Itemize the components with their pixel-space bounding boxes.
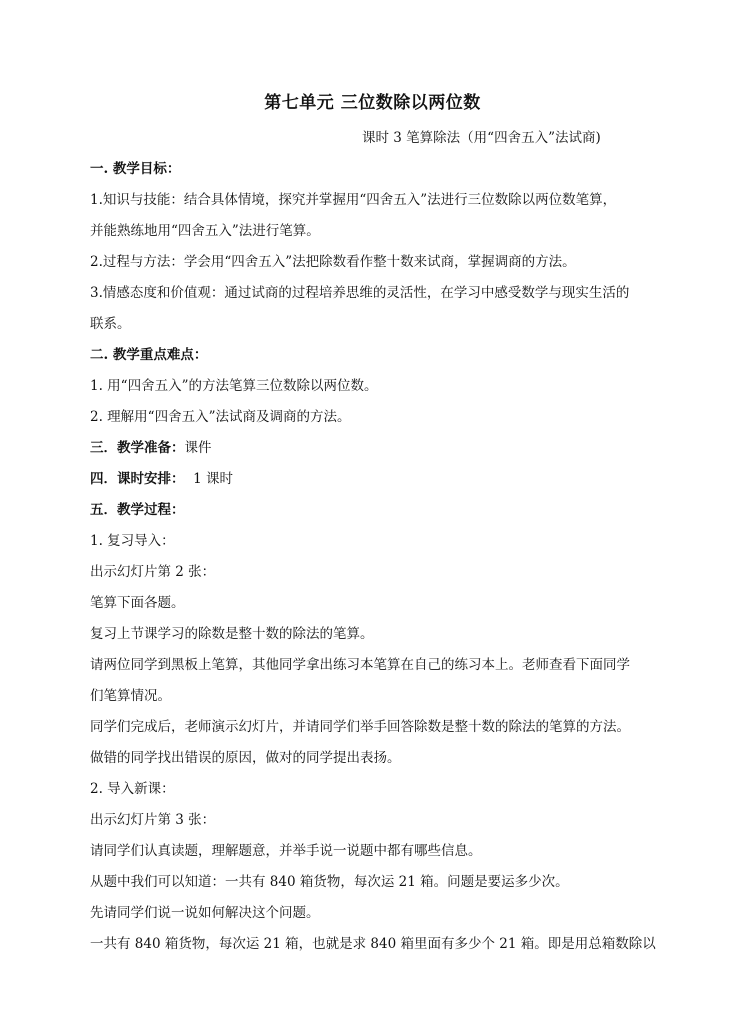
line-text: 做错的同学找出错误的原因，做对的同学提出表扬。: [90, 750, 401, 766]
paragraph-line: [90, 867, 665, 898]
paragraph-line: [90, 650, 665, 681]
section-heading: [90, 464, 665, 495]
section-heading: [90, 495, 665, 526]
paragraph-line: [90, 836, 665, 867]
line-text: 并能熟练地用“四舍五入”法进行笔算。: [90, 223, 320, 239]
line-text: 出示幻灯片第 2 张：: [90, 564, 216, 580]
lesson-subtitle: 课时 3 笔算除法（用“四舍五入”法试商): [362, 130, 601, 146]
paragraph-line: [90, 898, 665, 929]
line-text: 四．课时安排：: [90, 471, 185, 487]
line-text: 五．教学过程：: [90, 502, 185, 518]
line-text: 先请同学们说一说如何解决这个问题。: [90, 905, 320, 921]
paragraph-line: [90, 588, 665, 619]
line-suffix: 课件: [184, 440, 212, 456]
line-text: 3.情感态度和价值观：通过试商的过程培养思维的灵活性，在学习中感受数学与现实生活的: [90, 285, 630, 301]
line-text: 1. 用“四舍五入”的方法笔算三位数除以两位数。: [90, 378, 378, 394]
document-title: 第七单元 三位数除以两位数: [264, 93, 481, 113]
paragraph-line: [90, 526, 665, 557]
line-text: 请同学们认真读题，理解题意，并举手说一说题中都有哪些信息。: [90, 843, 482, 859]
paragraph-line: [90, 402, 665, 433]
line-text: 请两位同学到黑板上笔算，其他同学拿出练习本笔算在自己的练习本上。老师查看下面同学: [90, 657, 630, 673]
line-text: 三．教学准备：: [90, 440, 185, 456]
paragraph-line: [90, 278, 665, 309]
line-text: 联系。: [90, 316, 131, 332]
line-text: 们笔算情况。: [90, 688, 171, 704]
section-heading: [90, 154, 665, 185]
paragraph-line: [90, 557, 665, 588]
line-text: 一共有 840 箱货物，每次运 21 箱，也就是求 840 箱里面有多少个 21 箱。即是用总箱数除以: [90, 936, 656, 952]
line-text: 出示幻灯片第 3 张：: [90, 812, 216, 828]
section-heading: [90, 433, 665, 464]
line-text: 复习上节课学习的除数是整十数的除法的笔算。: [90, 626, 374, 642]
paragraph-line: [90, 774, 665, 805]
line-text: 同学们完成后，老师演示幻灯片，并请同学们举手回答除数是整十数的除法的笔算的方法。: [90, 719, 630, 735]
paragraph-line: [90, 712, 665, 743]
line-text: 从题中我们可以知道：一共有 840 箱货物，每次运 21 箱。问题是要运多少次。: [90, 874, 569, 890]
line-suffix: 1 课时: [184, 471, 233, 487]
line-text: 笔算下面各题。: [90, 595, 185, 611]
line-text: 一. 教学目标：: [90, 161, 181, 177]
paragraph-line: [90, 247, 665, 278]
paragraph-line: [90, 681, 665, 712]
paragraph-line: [90, 371, 665, 402]
paragraph-line: [90, 743, 665, 774]
paragraph-line: [90, 929, 665, 960]
section-heading: [90, 340, 665, 371]
document-body: [90, 154, 665, 960]
line-text: 2.过程与方法：学会用“四舍五入”法把除数看作整十数来试商，掌握调商的方法。: [90, 254, 576, 270]
paragraph-line: [90, 185, 665, 216]
line-text: 1.知识与技能：结合具体情境，探究并掌握用“四舍五入”法进行三位数除以两位数笔算，: [90, 192, 617, 208]
line-text: 2. 导入新课：: [90, 781, 175, 797]
line-text: 2. 理解用“四舍五入”法试商及调商的方法。: [90, 409, 351, 425]
paragraph-line: [90, 216, 665, 247]
paragraph-line: [90, 805, 665, 836]
paragraph-line: [90, 619, 665, 650]
paragraph-line: [90, 309, 665, 340]
line-text: 二. 教学重点难点：: [90, 347, 208, 363]
line-text: 1. 复习导入：: [90, 533, 175, 549]
